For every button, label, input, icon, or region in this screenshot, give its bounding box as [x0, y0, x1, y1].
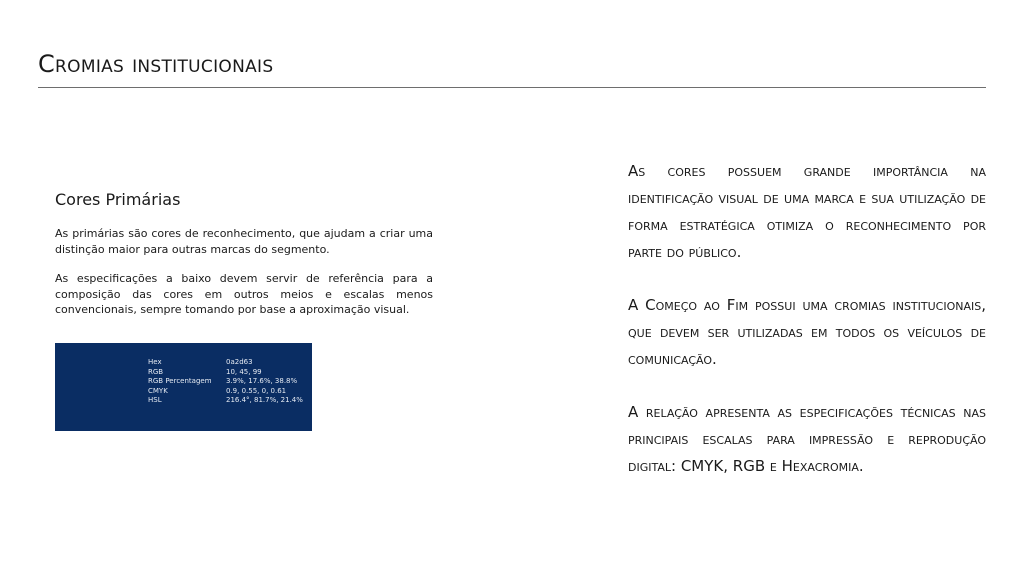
spec-description: As especificações a baixo devem servir de referência para a composição das cores em outros meios e escalas menos convencionais, sempre tomando por base a aproximação visual. [55, 272, 433, 316]
spec-row-rgb-percent [148, 377, 303, 387]
spec-label: RGB Percentagem [148, 377, 212, 385]
spec-row-rgb [148, 368, 303, 378]
spec-label: HSL [148, 396, 162, 404]
page-title: Cromias institucionais [38, 50, 274, 78]
spec-row-hex [148, 358, 303, 368]
intro-paragraph: A Começo ao Fim possui uma cromias institucionais, que devem ser utilizadas em todos os veículos de comunicação. [628, 296, 986, 368]
primary-colors-section [55, 188, 433, 332]
spec-label: CMYK [148, 386, 168, 395]
intro-text [628, 158, 986, 506]
spec-value: 0a2d63 [226, 358, 253, 366]
spec-value: 216.4°, 81.7%, 21.4% [226, 396, 303, 404]
primary-description: As primárias são cores de reconhecimento, que ajudam a criar uma distinção maior para outras marcas do segmento. [55, 227, 433, 256]
title-divider [38, 87, 986, 88]
spec-label: Hex [148, 358, 162, 366]
intro-paragraph: As cores possuem grande importância na identificação visual de uma marca e sua utilização de forma estratégica otimiza o reconhecimento por parte do público. [628, 162, 986, 261]
primary-color-swatch [55, 343, 312, 431]
spec-value: 10, 45, 99 [226, 367, 262, 376]
color-spec-table [148, 358, 303, 406]
spec-value: 0.9, 0.55, 0, 0.61 [226, 386, 287, 395]
spec-label: RGB [148, 367, 164, 376]
intro-paragraph: A relação apresenta as especificações técnicas nas principais escalas para impressão e reprodução digital: CMYK, RGB e Hexacromia. [628, 403, 986, 475]
spec-row-hsl [148, 396, 303, 406]
spec-value: 3.9%, 17.6%, 38.8% [226, 377, 298, 385]
spec-row-cmyk [148, 387, 303, 397]
section-title: Cores Primárias [55, 190, 181, 209]
